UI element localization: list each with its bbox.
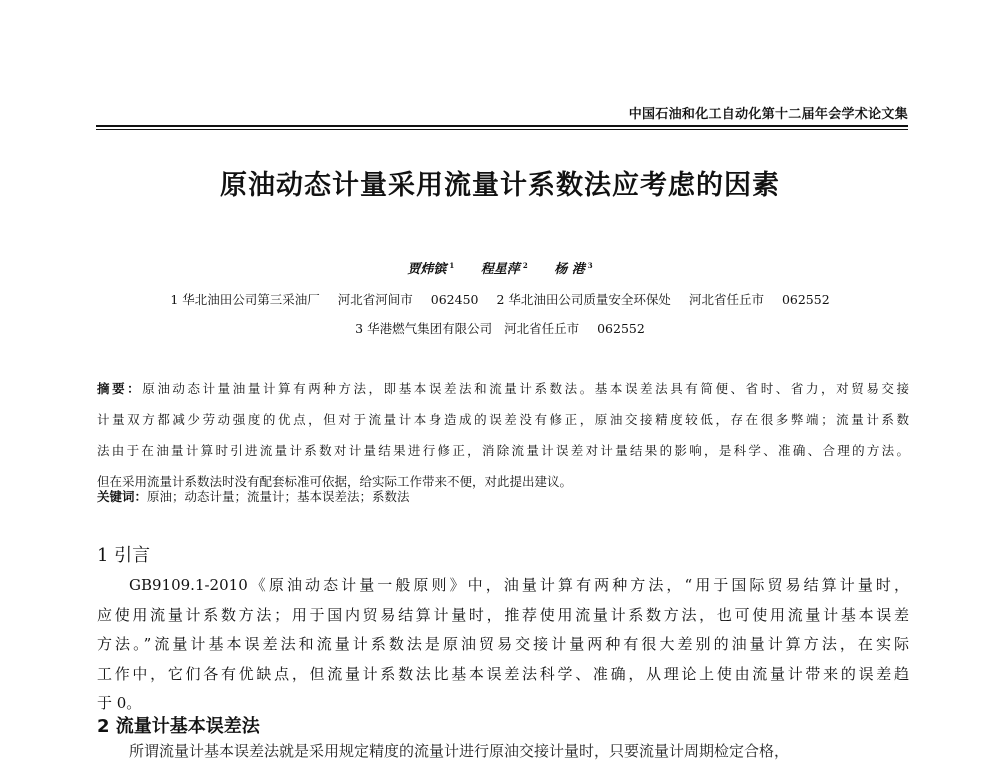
- header-rule-thick: [96, 125, 908, 127]
- body-line: GB9109.1-2010《原油动态计量一般原则》中，油量计算有两种方法，“用于国际贸易结算计量时，: [129, 576, 909, 594]
- section-2-partial-line: 所谓流量计基本误差法就是采用规定精度的流量计进行原油交接计量时，只要流量计周期检定合格，: [129, 742, 790, 760]
- abstract-line: 但在采用流量计系数法时没有配套标准可依据，给实际工作带来不便，对此提出建议。: [97, 474, 573, 489]
- affiliation-3-place: 河北省任丘市: [504, 321, 580, 336]
- affiliation-1-place: 河北省河间市: [337, 292, 413, 307]
- body-line: 方法。”流量计基本误差法和流量计系数法是原油贸易交接计量两种有很大差别的油量计算方法，在实际: [97, 635, 909, 653]
- body-line: 于 0。: [97, 694, 142, 712]
- section-2-heading: 2 流量计基本误差法: [97, 716, 260, 737]
- keywords-label: 关键词：: [97, 489, 148, 504]
- affiliation-2-org: 2 华北油田公司质量安全环保处: [496, 292, 671, 307]
- author-name: 贾炜镔: [407, 262, 447, 277]
- affiliations-line-2: [0, 319, 1000, 337]
- author-sup: 3: [587, 260, 593, 270]
- body-line: 应使用流量计系数方法；用于国内贸易结算计量时，推荐使用流量计系数方法，也可使用流量计基本误差: [97, 605, 909, 624]
- body-line: 工作中，它们各有优缺点，但流量计系数法比基本误差法科学、准确，从理论上使由流量计带来的误差趋: [97, 664, 909, 683]
- author-list: [0, 258, 1000, 277]
- section-1-heading: 1 引言: [97, 545, 151, 566]
- affiliation-1-org: 1 华北油田公司第三采油厂: [170, 292, 320, 307]
- header-rule-thin: [96, 129, 908, 130]
- affiliation-3-zip: 062552: [597, 321, 645, 336]
- keywords-text: 原油；动态计量；流量计；基本误差法；系数法: [147, 489, 410, 504]
- author-3: [554, 262, 592, 277]
- affiliations-line-1: [0, 290, 1000, 308]
- author-name: 程星萍: [480, 262, 520, 277]
- abstract-label: 摘要：: [97, 381, 143, 396]
- author-1: [407, 262, 454, 277]
- affiliation-3-org: 3 华港燃气集团有限公司: [355, 321, 493, 336]
- author-sup: 2: [522, 260, 528, 270]
- author-name: 杨 港: [554, 262, 585, 277]
- affiliation-1-zip: 062450: [430, 292, 479, 307]
- abstract: [97, 373, 909, 497]
- journal-header: 中国石油和化工自动化第十二届年会学术论文集: [628, 107, 908, 122]
- abstract-line: [97, 373, 909, 404]
- keywords: [97, 487, 410, 505]
- author-2: [481, 262, 528, 277]
- abstract-line: 计量双方都减少劳动强度的优点，但对于流量计本身造成的误差没有修正，原油交接精度较低，存在很多弊端；流量计系数: [97, 412, 909, 427]
- section-1-body: [97, 571, 909, 719]
- abstract-text: 原油动态计量油量计算有两种方法，即基本误差法和流量计系数法。基本误差法具有简便、省时、省力，对贸易交接: [142, 381, 909, 396]
- affiliation-2-place: 河北省任丘市: [688, 292, 764, 307]
- abstract-line: 法由于在油量计算时引进流量计系数对计量结果进行修正，消除流量计误差对计量结果的影响，是科学、准确、合理的方法。: [97, 443, 909, 458]
- author-sup: 1: [449, 260, 455, 270]
- paper-title: 原油动态计量采用流量计系数法应考虑的因素: [220, 170, 780, 201]
- affiliation-2-zip: 062552: [781, 292, 830, 307]
